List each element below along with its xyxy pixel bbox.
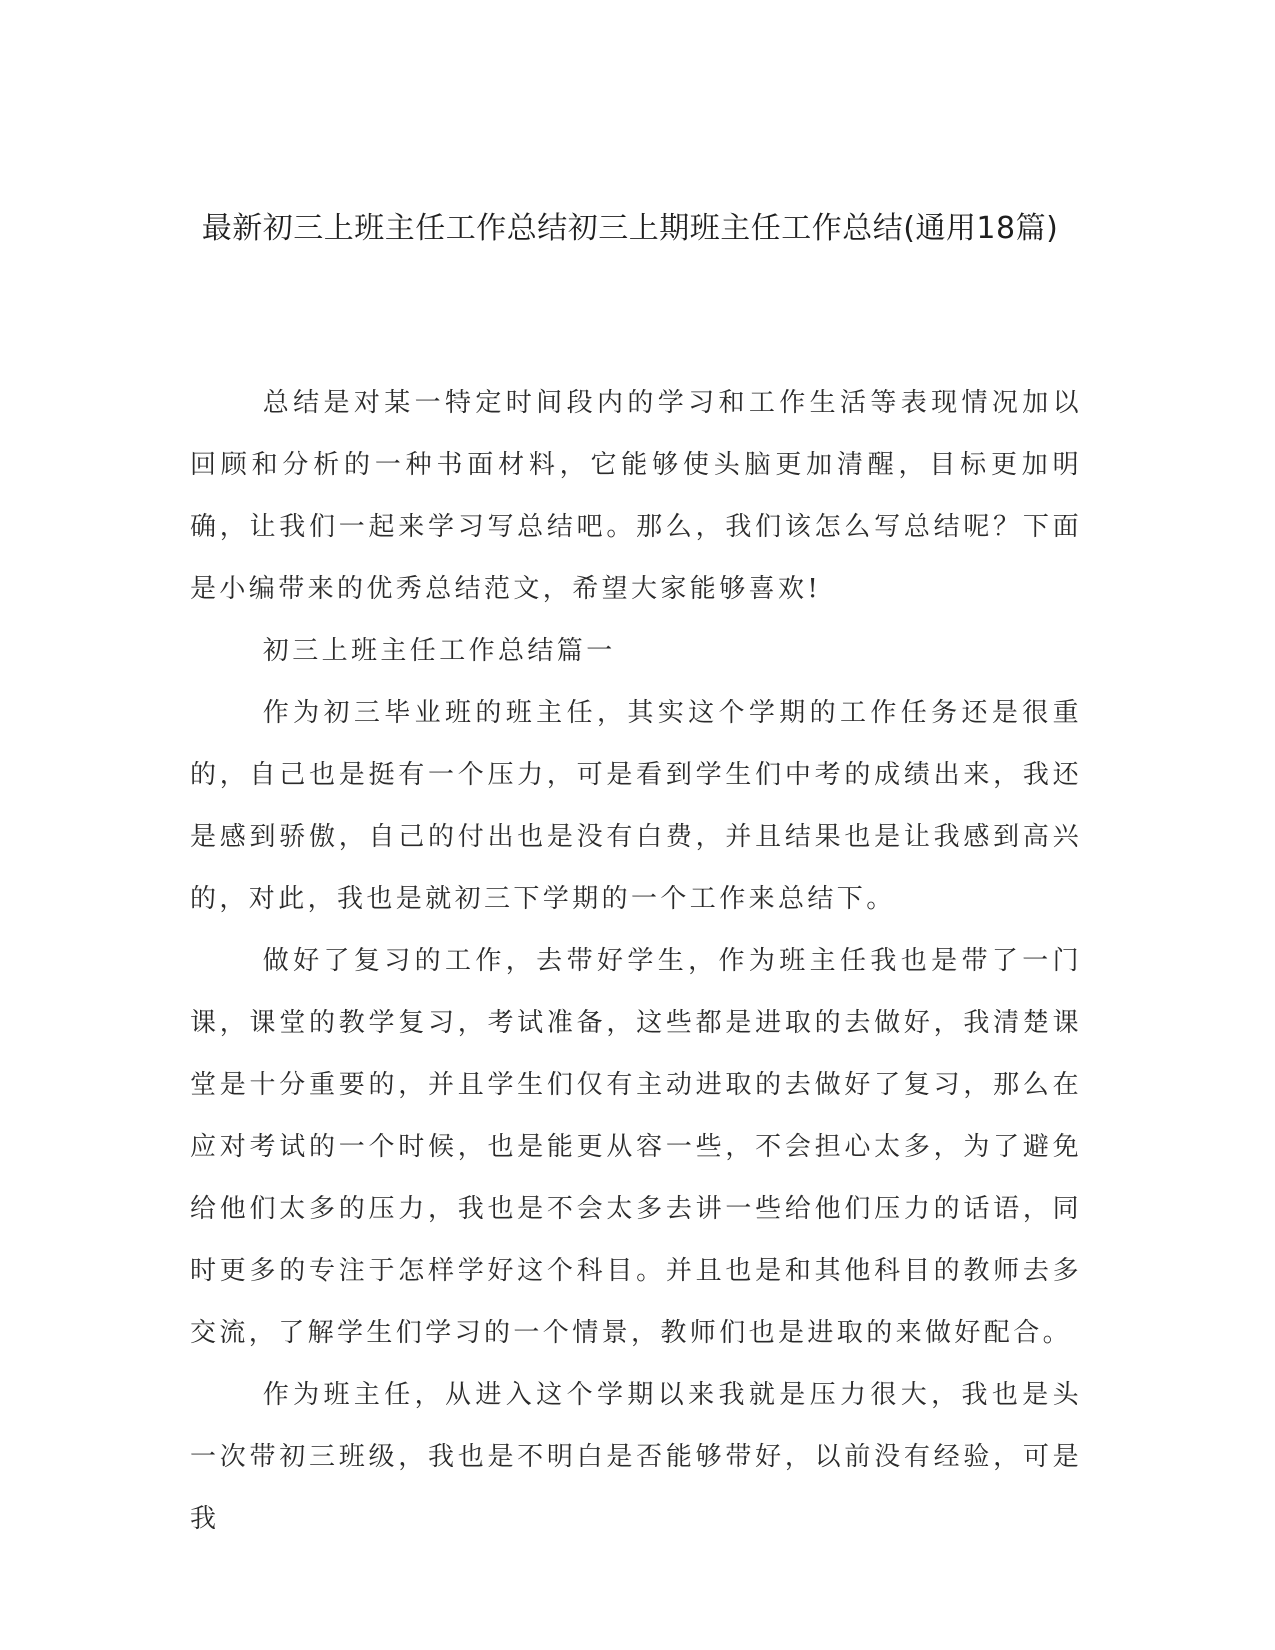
body-paragraph: 作为初三毕业班的班主任，其实这个学期的工作任务还是很重的，自己也是挺有一个压力，可是看到学生们中考的成绩出来，我还是感到骄傲，自己的付出也是没有白费，并且结果也是让我感到高兴的，对此，我也是就初三下学期的一个工作来总结下。: [190, 698, 1082, 914]
body-paragraph: 作为班主任，从进入这个学期以来我就是压力很大，我也是头一次带初三班级，我也是不明白是否能够带好，以前没有经验，可是我: [190, 1380, 1082, 1534]
document-body: [190, 372, 1082, 1550]
section-heading: 初三上班主任工作总结篇一: [262, 636, 616, 666]
intro-paragraph: 总结是对某一特定时间段内的学习和工作生活等表现情况加以回顾和分析的一种书面材料，它能够使头脑更加清醒，目标更加明确，让我们一起来学习写总结吧。那么，我们该怎么写总结呢？下面是小编带来的优秀总结范文，希望大家能够喜欢!: [190, 388, 1082, 604]
document-title: 最新初三上班主任工作总结初三上期班主任工作总结(通用18篇): [201, 211, 1059, 246]
body-paragraph: 做好了复习的工作，去带好学生，作为班主任我也是带了一门课，课堂的教学复习，考试准备，这些都是进取的去做好，我清楚课堂是十分重要的，并且学生们仅有主动进取的去做好了复习，那么在应对考试的一个时候，也是能更从容一些，不会担心太多，为了避免给他们太多的压力，我也是不会太多去讲一些给他们压力的话语，同时更多的专注于怎样学好这个科目。并且也是和其他科目的教师去多交流，了解学生们学习的一个情景，教师们也是进取的来做好配合。: [190, 946, 1082, 1348]
